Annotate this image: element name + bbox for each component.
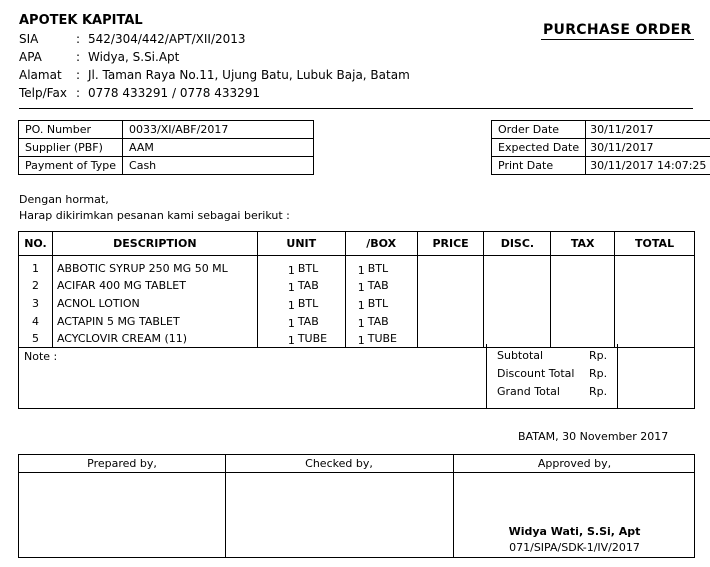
document-title: PURCHASE ORDER bbox=[543, 22, 692, 38]
col-disc: DISC. bbox=[484, 232, 551, 256]
box-name: BTL bbox=[367, 296, 389, 310]
address-value: Jl. Taman Raya No.11, Ujung Batu, Lubuk Baja, Batam bbox=[88, 68, 410, 82]
unit-name: TAB bbox=[297, 279, 319, 293]
signer-license: 071/SIPA/SDK-1/IV/2017 bbox=[509, 541, 640, 554]
row-unit bbox=[257, 260, 345, 278]
order-date-row bbox=[492, 121, 710, 139]
apa-label: APA bbox=[19, 50, 42, 64]
unit-name: BTL bbox=[297, 296, 319, 310]
request-line: Harap dikirimkan pesanan kami sebagai berikut : bbox=[19, 209, 290, 222]
unit-qty: 1 bbox=[287, 298, 295, 312]
row-box bbox=[345, 277, 417, 295]
grand-total-currency: Rp. bbox=[589, 385, 608, 398]
row-unit bbox=[257, 312, 345, 330]
col-total: TOTAL bbox=[615, 232, 695, 256]
supplier-row bbox=[19, 139, 314, 157]
row-price bbox=[417, 312, 484, 330]
row-price bbox=[417, 260, 484, 278]
row-disc bbox=[484, 277, 551, 295]
signature-divider-1 bbox=[225, 455, 226, 557]
company-name: APOTEK KAPITAL bbox=[19, 13, 143, 28]
row-disc bbox=[484, 260, 551, 278]
row-no: 2 bbox=[19, 277, 53, 295]
row-no: 4 bbox=[19, 312, 53, 330]
subtotal-label: Subtotal bbox=[497, 349, 544, 362]
col-price: PRICE bbox=[417, 232, 484, 256]
table-row bbox=[19, 260, 695, 278]
unit-qty: 1 bbox=[287, 281, 295, 295]
row-total bbox=[615, 295, 695, 313]
row-disc bbox=[484, 312, 551, 330]
payment-label: Payment of Type bbox=[19, 157, 123, 175]
unit-qty: 1 bbox=[287, 316, 295, 330]
unit-qty: 1 bbox=[287, 263, 295, 277]
row-total bbox=[615, 277, 695, 295]
order-date-label: Order Date bbox=[492, 121, 586, 139]
col-tax: TAX bbox=[551, 232, 615, 256]
sia-label: SIA bbox=[19, 32, 39, 46]
row-description: ACNOL LOTION bbox=[52, 295, 257, 313]
expected-date-value: 30/11/2017 bbox=[586, 139, 710, 157]
box-name: TAB bbox=[367, 314, 389, 328]
col-box: /BOX bbox=[345, 232, 417, 256]
unit-name: TUBE bbox=[297, 331, 328, 345]
box-qty: 1 bbox=[357, 263, 365, 277]
expected-date-label: Expected Date bbox=[492, 139, 586, 157]
row-tax bbox=[551, 312, 615, 330]
checked-by-label: Checked by, bbox=[305, 457, 373, 470]
po-number-label: PO. Number bbox=[19, 121, 123, 139]
col-description: DESCRIPTION bbox=[52, 232, 257, 256]
totals-divider bbox=[617, 344, 618, 408]
row-description: ACTAPIN 5 MG TABLET bbox=[52, 312, 257, 330]
print-date-value: 30/11/2017 14:07:25 bbox=[586, 157, 710, 175]
row-unit bbox=[257, 277, 345, 295]
po-number-value: 0033/XI/ABF/2017 bbox=[123, 121, 314, 139]
row-description: ACIFAR 400 MG TABLET bbox=[52, 277, 257, 295]
subtotal-currency: Rp. bbox=[589, 349, 608, 362]
row-tax bbox=[551, 260, 615, 278]
sia-sep: : bbox=[76, 32, 81, 46]
col-unit: UNIT bbox=[257, 232, 345, 256]
supplier-value: AAM bbox=[123, 139, 314, 157]
address-sep: : bbox=[76, 68, 81, 82]
row-price bbox=[417, 277, 484, 295]
box-qty: 1 bbox=[357, 281, 365, 295]
signature-header-line bbox=[19, 472, 694, 473]
box-name: TUBE bbox=[367, 331, 398, 345]
po-number-row bbox=[19, 121, 314, 139]
discount-total-label: Discount Total bbox=[497, 367, 575, 380]
payment-row bbox=[19, 157, 314, 175]
table-row bbox=[19, 295, 695, 313]
notes-divider bbox=[486, 344, 487, 408]
row-unit bbox=[257, 295, 345, 313]
box-name: TAB bbox=[367, 279, 389, 293]
apa-sep: : bbox=[76, 50, 81, 64]
table-row bbox=[19, 312, 695, 330]
signature-section bbox=[18, 454, 695, 558]
box-name: BTL bbox=[367, 261, 389, 275]
row-disc bbox=[484, 295, 551, 313]
row-no: 5 bbox=[19, 330, 53, 348]
place-date: BATAM, 30 November 2017 bbox=[518, 430, 669, 443]
phone-label: Telp/Fax bbox=[19, 86, 67, 100]
row-price bbox=[417, 295, 484, 313]
table-row bbox=[19, 277, 695, 295]
row-tax bbox=[551, 277, 615, 295]
order-info-table bbox=[18, 120, 314, 175]
print-date-row bbox=[492, 157, 710, 175]
prepared-by-label: Prepared by, bbox=[87, 457, 157, 470]
grand-total-label: Grand Total bbox=[497, 385, 560, 398]
expected-date-row bbox=[492, 139, 710, 157]
phone-sep: : bbox=[76, 86, 81, 100]
row-total bbox=[615, 312, 695, 330]
note-label: Note : bbox=[24, 350, 58, 363]
date-info-table bbox=[491, 120, 710, 175]
row-tax bbox=[551, 295, 615, 313]
row-box bbox=[345, 295, 417, 313]
box-qty: 1 bbox=[357, 298, 365, 312]
address-label: Alamat bbox=[19, 68, 62, 82]
phone-value: 0778 433291 / 0778 433291 bbox=[88, 86, 260, 100]
approved-by-label: Approved by, bbox=[537, 457, 612, 470]
signer-name: Widya Wati, S.Si, Apt bbox=[508, 525, 641, 538]
order-date-value: 30/11/2017 bbox=[586, 121, 710, 139]
row-no: 1 bbox=[19, 260, 53, 278]
col-no: NO. bbox=[19, 232, 53, 256]
payment-value: Cash bbox=[123, 157, 314, 175]
items-header-row bbox=[19, 232, 695, 256]
row-total bbox=[615, 260, 695, 278]
unit-name: TAB bbox=[297, 314, 319, 328]
header-divider bbox=[19, 108, 693, 109]
box-qty: 1 bbox=[357, 333, 365, 347]
row-description: ACYCLOVIR CREAM (11) bbox=[52, 330, 257, 348]
apa-value: Widya, S.Si.Apt bbox=[88, 50, 180, 64]
items-table bbox=[18, 231, 695, 348]
greeting-line: Dengan hormat, bbox=[19, 193, 109, 206]
unit-qty: 1 bbox=[287, 333, 295, 347]
row-box bbox=[345, 312, 417, 330]
unit-name: BTL bbox=[297, 261, 319, 275]
supplier-label: Supplier (PBF) bbox=[19, 139, 123, 157]
row-no: 3 bbox=[19, 295, 53, 313]
notes-totals-section bbox=[18, 344, 695, 409]
sia-value: 542/304/442/APT/XII/2013 bbox=[88, 32, 246, 46]
discount-total-currency: Rp. bbox=[589, 367, 608, 380]
row-description: ABBOTIC SYRUP 250 MG 50 ML bbox=[52, 260, 257, 278]
box-qty: 1 bbox=[357, 316, 365, 330]
row-box bbox=[345, 260, 417, 278]
print-date-label: Print Date bbox=[492, 157, 586, 175]
